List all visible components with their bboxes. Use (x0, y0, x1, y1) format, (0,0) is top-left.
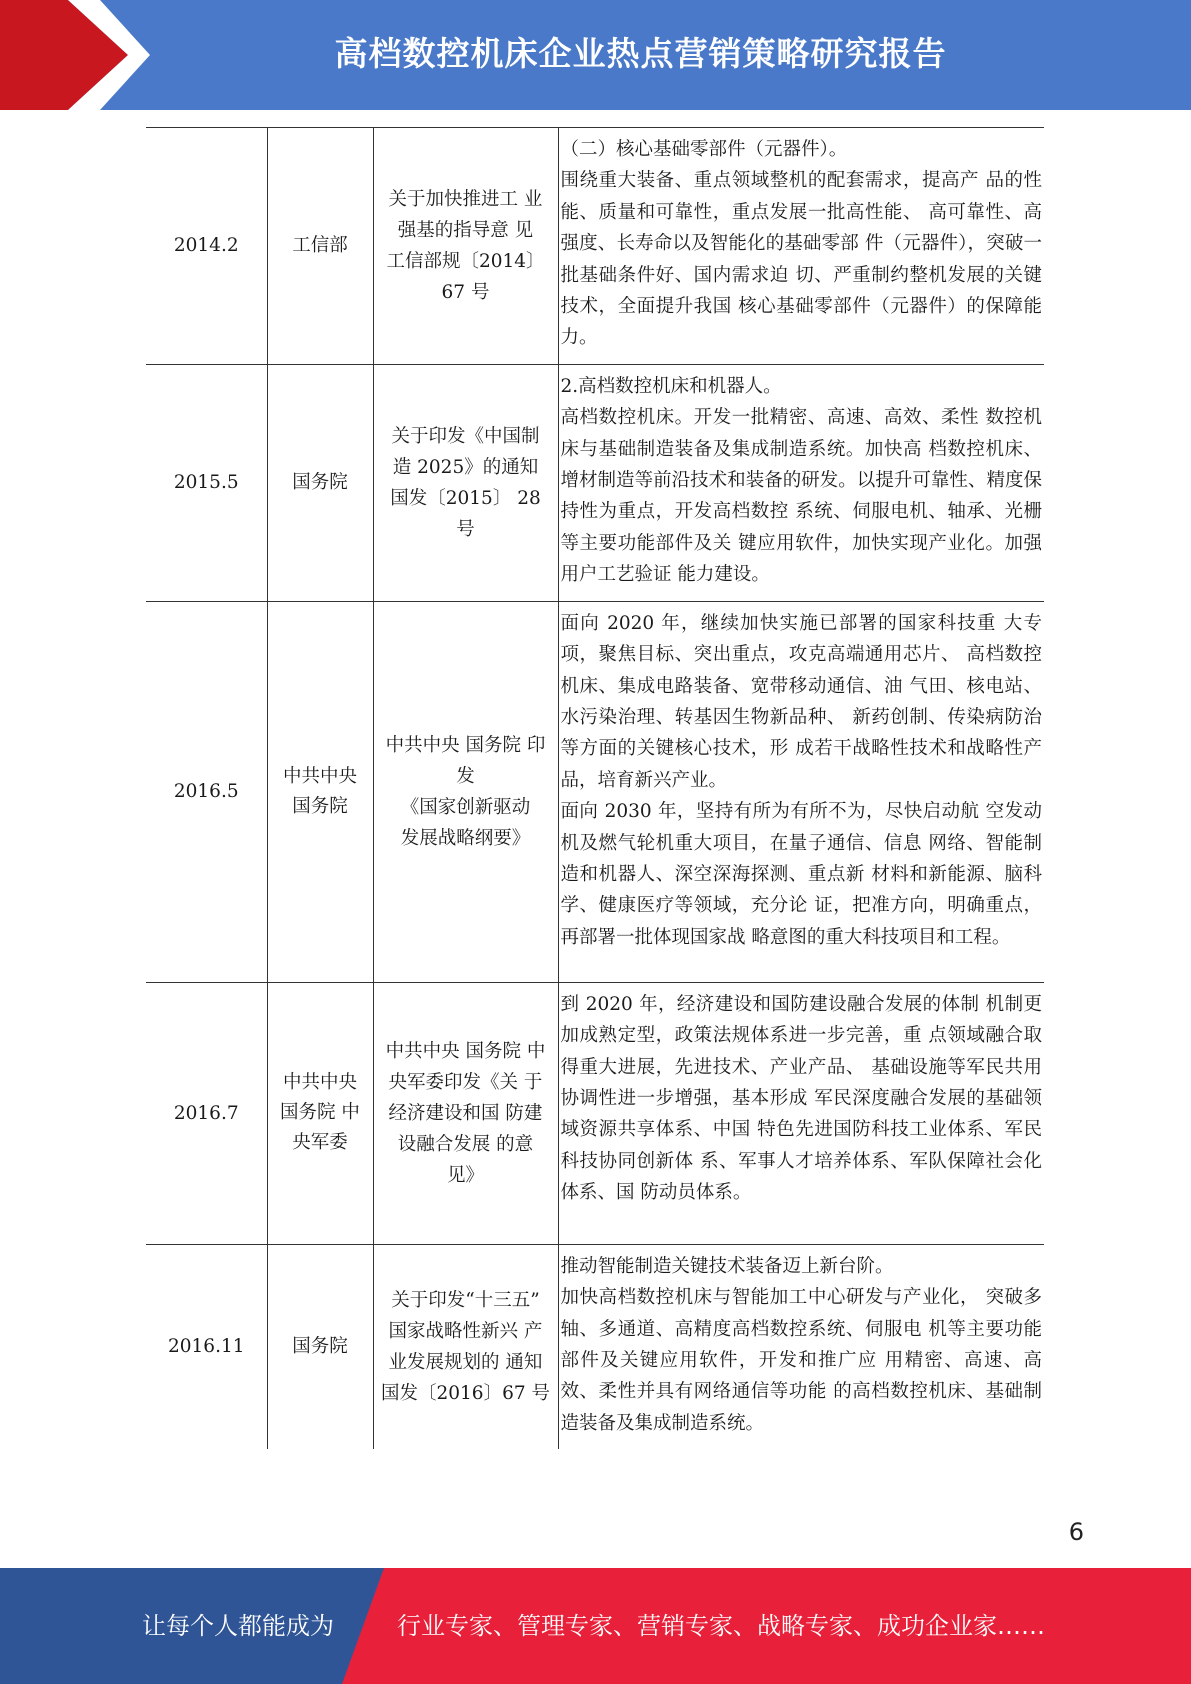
document-title-line: 中共中央 国务院 中 (385, 1040, 546, 1062)
cell-policy-content (558, 128, 1044, 365)
policy-paragraph: 2.高档数控机床和机器人。 (560, 375, 782, 397)
document-title-line: 强基的指导意 见 (397, 219, 534, 241)
page-footer (0, 1568, 1191, 1684)
cell-policy-content (558, 1244, 1044, 1449)
document-title-line: 国发〔2015〕 28 (390, 487, 541, 509)
cell-department (267, 1244, 373, 1449)
cell-document-title (373, 364, 558, 601)
cell-department (267, 982, 373, 1244)
department-line: 国务院 (292, 471, 348, 493)
document-title-line: 号 (456, 518, 475, 540)
policy-paragraph: 到 2020 年，经济建设和国防建设融合发展的体制 机制更加成熟定型，政策法规体系进一步完善，重 点领域融合取得重大进展，先进技术、产业产品、 基础设施等军民共用协调性进一步增强，基本形成 军民深度融合发展的基础领域资源共享体系、中国 特色先进国防科技工业体系、军民科技协同创新体 系、军事人才培养体系、军队保障社会化体系、国 防动员体系。 (560, 993, 1042, 1204)
document-title-line: 工信部规〔2014〕 (386, 250, 545, 272)
document-title-line: 发展战略纲要》 (400, 827, 531, 849)
cell-date: 2016.5 (146, 601, 267, 982)
policy-paragraph: 加快高档数控机床与智能加工中心研发与产业化， 突破多轴、多通道、高精度高档数控系统、伺服电 机等主要功能部件及关键应用软件，开发和推广应 用精密、高速、高效、柔性并具有网络通信等功能 的高档数控机床、基础制造装备及集成制造系统。 (560, 1287, 1042, 1434)
department-line: 国务院 (292, 1335, 348, 1357)
policy-paragraph: 高档数控机床。开发一批精密、高速、高效、柔性 数控机床与基础制造装备及集成制造系统。加快高 档数控机床、增材制造等前沿技术和装备的研发。以提升可靠性、精度保持性为重点，开发高档数控 系统、伺服电机、轴承、光栅等主要功能部件及关 键应用软件，加快实现产业化。加强用户工艺验证 能力建设。 (560, 407, 1042, 586)
header-arrow-decoration (0, 0, 260, 110)
policy-paragraph: 围绕重大装备、重点领域整机的配套需求，提高产 品的性能、质量和可靠性，重点发展一批高性能、 高可靠性、高强度、长寿命以及智能化的基础零部 件（元器件），突破一批基础条件好、国内需求迫 切、严重制约整机发展的关键技术，全面提升我国 核心基础零部件（元器件）的保障能力。 (560, 170, 1042, 349)
document-title-line: 关于加快推进工 业 (388, 188, 543, 210)
document-title-line: 设融合发展 的意 (397, 1133, 534, 1155)
report-title: 高档数控机床企业热点营销策略研究报告 (334, 34, 947, 73)
page-number: 6 (1068, 1518, 1084, 1546)
policy-table (146, 127, 1044, 1449)
document-title-line: 《国家创新驱动 (400, 796, 531, 818)
cell-date: 2016.11 (146, 1244, 267, 1449)
document-title-line: 经济建设和国 防建 (388, 1102, 543, 1124)
table-row (146, 128, 1044, 365)
cell-date: 2016.7 (146, 982, 267, 1244)
table-row (146, 364, 1044, 601)
document-title-line: 见》 (446, 1164, 484, 1186)
document-title-line: 67 号 (441, 281, 490, 303)
cell-date: 2014.2 (146, 128, 267, 365)
policy-paragraph: 推动智能制造关键技术装备迈上新台阶。 (560, 1255, 894, 1277)
policy-paragraph: 面向 2020 年，继续加快实施已部署的国家科技重 大专项，聚焦目标、突出重点，攻克高端通用芯片、 高档数控机床、集成电路装备、宽带移动通信、油 气田、核电站、水污染治理、转基因生物新品种、 新药创制、传染病防治等方面的关键核心技术，形 成若干战略性技术和战略性产品，培育新兴产业。 (560, 612, 1042, 791)
document-title-line: 造 2025》的通知 (392, 456, 539, 478)
table-row (146, 601, 1044, 982)
document-title-line: 中共中央 国务院 印 (385, 734, 546, 756)
cell-department (267, 601, 373, 982)
document-title-line: 央军委印发《关 于 (388, 1071, 543, 1093)
policy-paragraph: （二）核心基础零部件（元器件）。 (560, 139, 848, 160)
table-row (146, 1244, 1044, 1449)
department-line: 央军委 (292, 1132, 348, 1154)
department-line: 国务院 中 (280, 1102, 360, 1124)
document-title-line: 业发展规划的 通知 (388, 1351, 543, 1373)
document-title-line: 国家战略性新兴 产 (388, 1320, 543, 1342)
cell-date: 2015.5 (146, 364, 267, 601)
department-line: 中共中央 (282, 765, 357, 787)
table-row (146, 982, 1044, 1244)
department-line: 国务院 (292, 795, 348, 817)
cell-policy-content (558, 601, 1044, 982)
cell-policy-content (558, 364, 1044, 601)
cell-department (267, 128, 373, 365)
cell-document-title (373, 128, 558, 365)
document-title-line: 关于印发《中国制 (391, 425, 540, 447)
department-line: 中共中央 (282, 1072, 357, 1094)
cell-document-title (373, 1244, 558, 1449)
policy-paragraph: 面向 2030 年，坚持有所为有所不为，尽快启动航 空发动机及燃气轮机重大项目，在量子通信、信息 网络、智能制造和机器人、深空深海探测、重点新 材料和新能源、脑科学、健康医疗等领域，充分论 证，把准方向，明确重点，再部署一批体现国家战 略意图的重大科技项目和工程。 (560, 801, 1042, 948)
cell-policy-content (558, 982, 1044, 1244)
footer-slogan-roles: 行业专家、管理专家、营销专家、战略专家、成功企业家…… (397, 1612, 1045, 1640)
cell-document-title (373, 982, 558, 1244)
department-line: 工信部 (292, 234, 348, 256)
page-header (0, 0, 1191, 110)
footer-slogan-lead: 让每个人都能成为 (142, 1612, 334, 1640)
document-title-line: 关于印发“十三五” (391, 1289, 540, 1311)
cell-document-title (373, 601, 558, 982)
cell-department (267, 364, 373, 601)
document-title-line: 国发〔2016〕67 号 (380, 1382, 550, 1404)
document-title-line: 发 (456, 765, 475, 787)
